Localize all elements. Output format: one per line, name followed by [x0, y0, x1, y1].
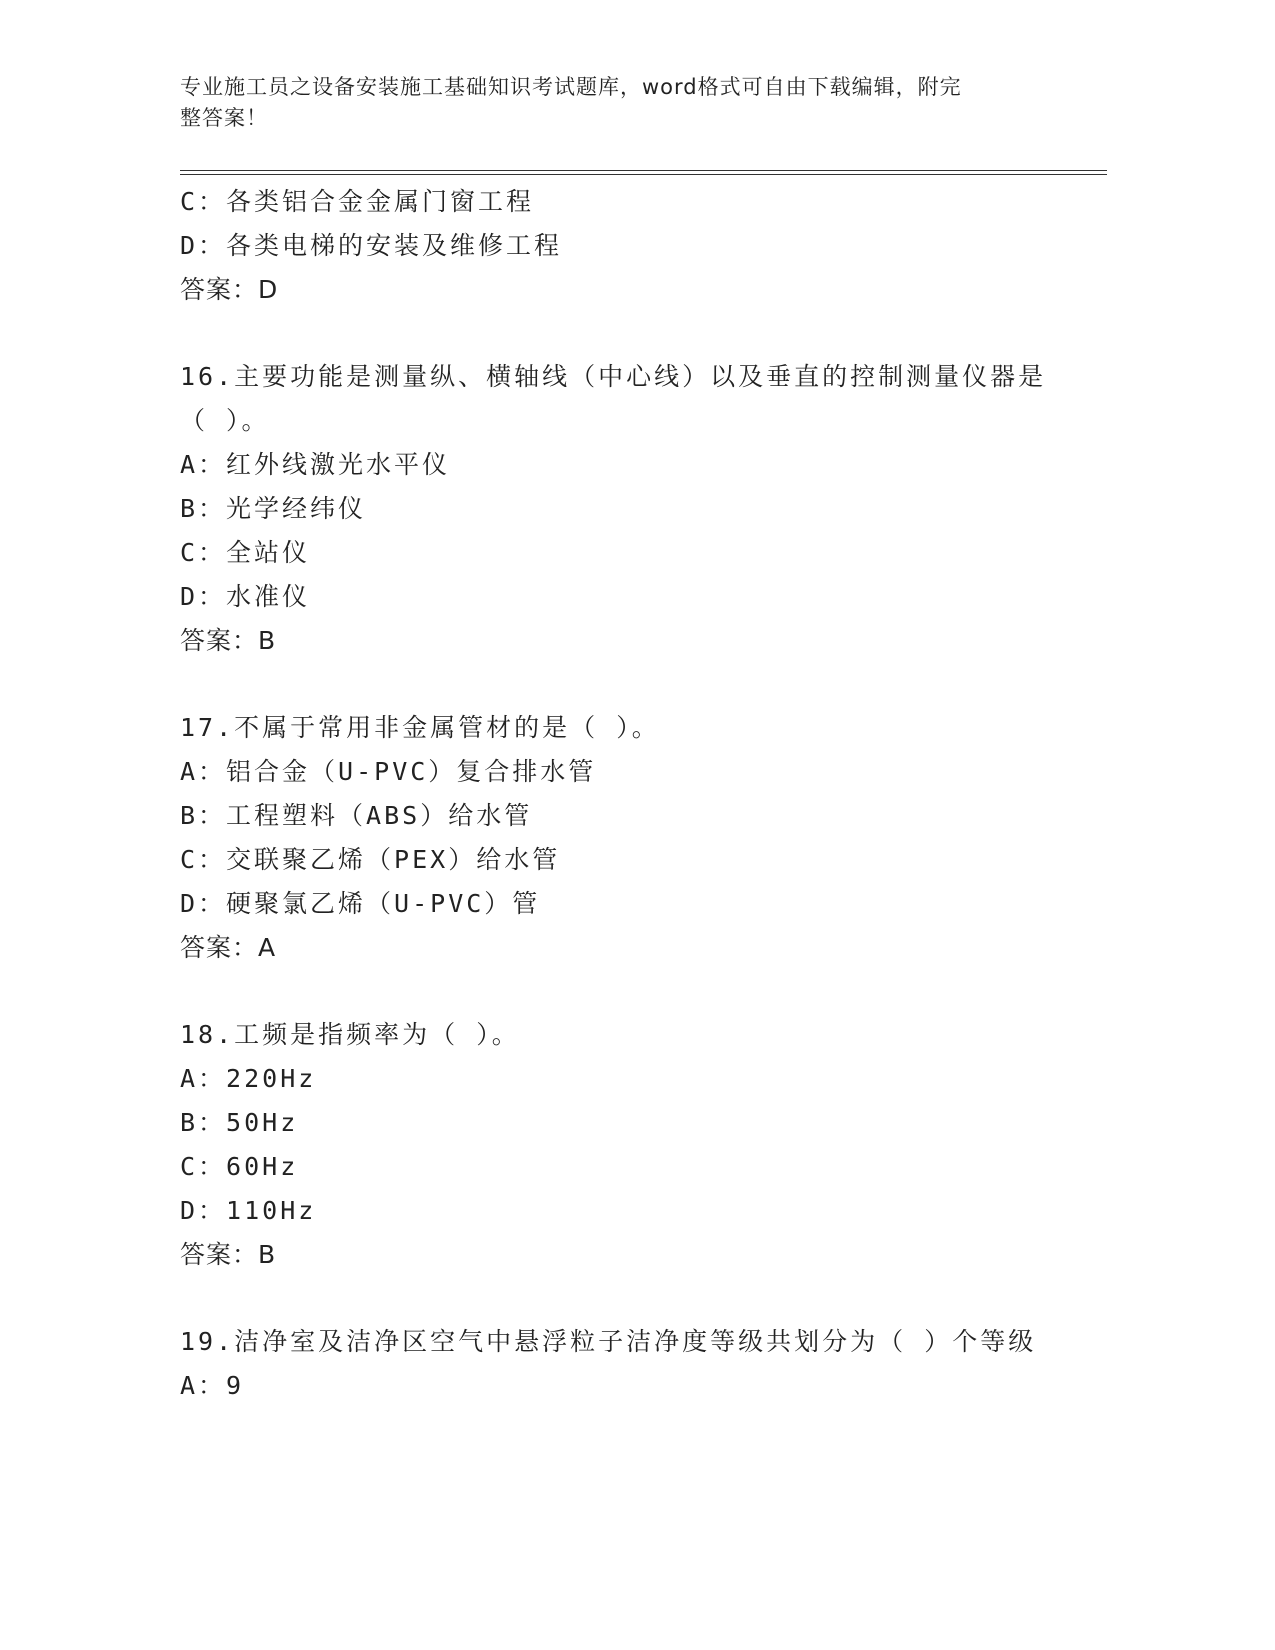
question-stem: 17.不属于常用非金属管材的是（ ）。: [180, 713, 660, 742]
question-16: [180, 355, 1080, 663]
spacer: [180, 1277, 1080, 1320]
option-b: B：50Hz: [180, 1108, 299, 1137]
header-divider: [180, 170, 1107, 175]
question-17: [180, 706, 1080, 970]
header-line-1: 专业施工员之设备安装施工基础知识考试题库，word格式可自由下载编辑，附完: [180, 75, 962, 99]
option-c: C：各类铝合金金属门窗工程: [180, 187, 535, 216]
option-d: D：硬聚氯乙烯（U-PVC）管: [180, 889, 541, 918]
question-stem-continued: （ ）。: [180, 406, 270, 435]
option-d: D：水准仪: [180, 582, 311, 611]
question-stem: 16.主要功能是测量纵、横轴线（中心线）以及垂直的控制测量仪器是: [180, 362, 1047, 391]
option-c: C：交联聚乙烯（PEX）给水管: [180, 845, 561, 874]
option-d: D：各类电梯的安装及维修工程: [180, 231, 563, 260]
option-a: A：9: [180, 1371, 245, 1400]
answer-line: 答案：B: [180, 626, 277, 655]
option-c: C：60Hz: [180, 1152, 299, 1181]
spacer: [180, 312, 1080, 355]
option-c: C：全站仪: [180, 538, 311, 567]
question-19: [180, 1320, 1080, 1408]
answer-line: 答案：B: [180, 1240, 277, 1269]
spacer: [180, 663, 1080, 706]
document-header: [180, 72, 1040, 134]
answer-line: 答案：A: [180, 933, 277, 962]
question-18: [180, 1013, 1080, 1277]
option-a: A：220Hz: [180, 1064, 317, 1093]
question-stem: 19.洁净室及洁净区空气中悬浮粒子洁净度等级共划分为（ ）个等级: [180, 1327, 1037, 1356]
option-b: B：光学经纬仪: [180, 494, 367, 523]
option-a: A：红外线激光水平仪: [180, 450, 451, 479]
answer-line: 答案：D: [180, 275, 279, 304]
option-d: D：110Hz: [180, 1196, 317, 1225]
question-stem: 18.工频是指频率为（ ）。: [180, 1020, 520, 1049]
header-line-2: 整答案！: [180, 106, 268, 130]
option-b: B：工程塑料（ABS）给水管: [180, 801, 533, 830]
question-list: [180, 180, 1080, 1408]
option-a: A：铝合金（U-PVC）复合排水管: [180, 757, 597, 786]
spacer: [180, 970, 1080, 1013]
